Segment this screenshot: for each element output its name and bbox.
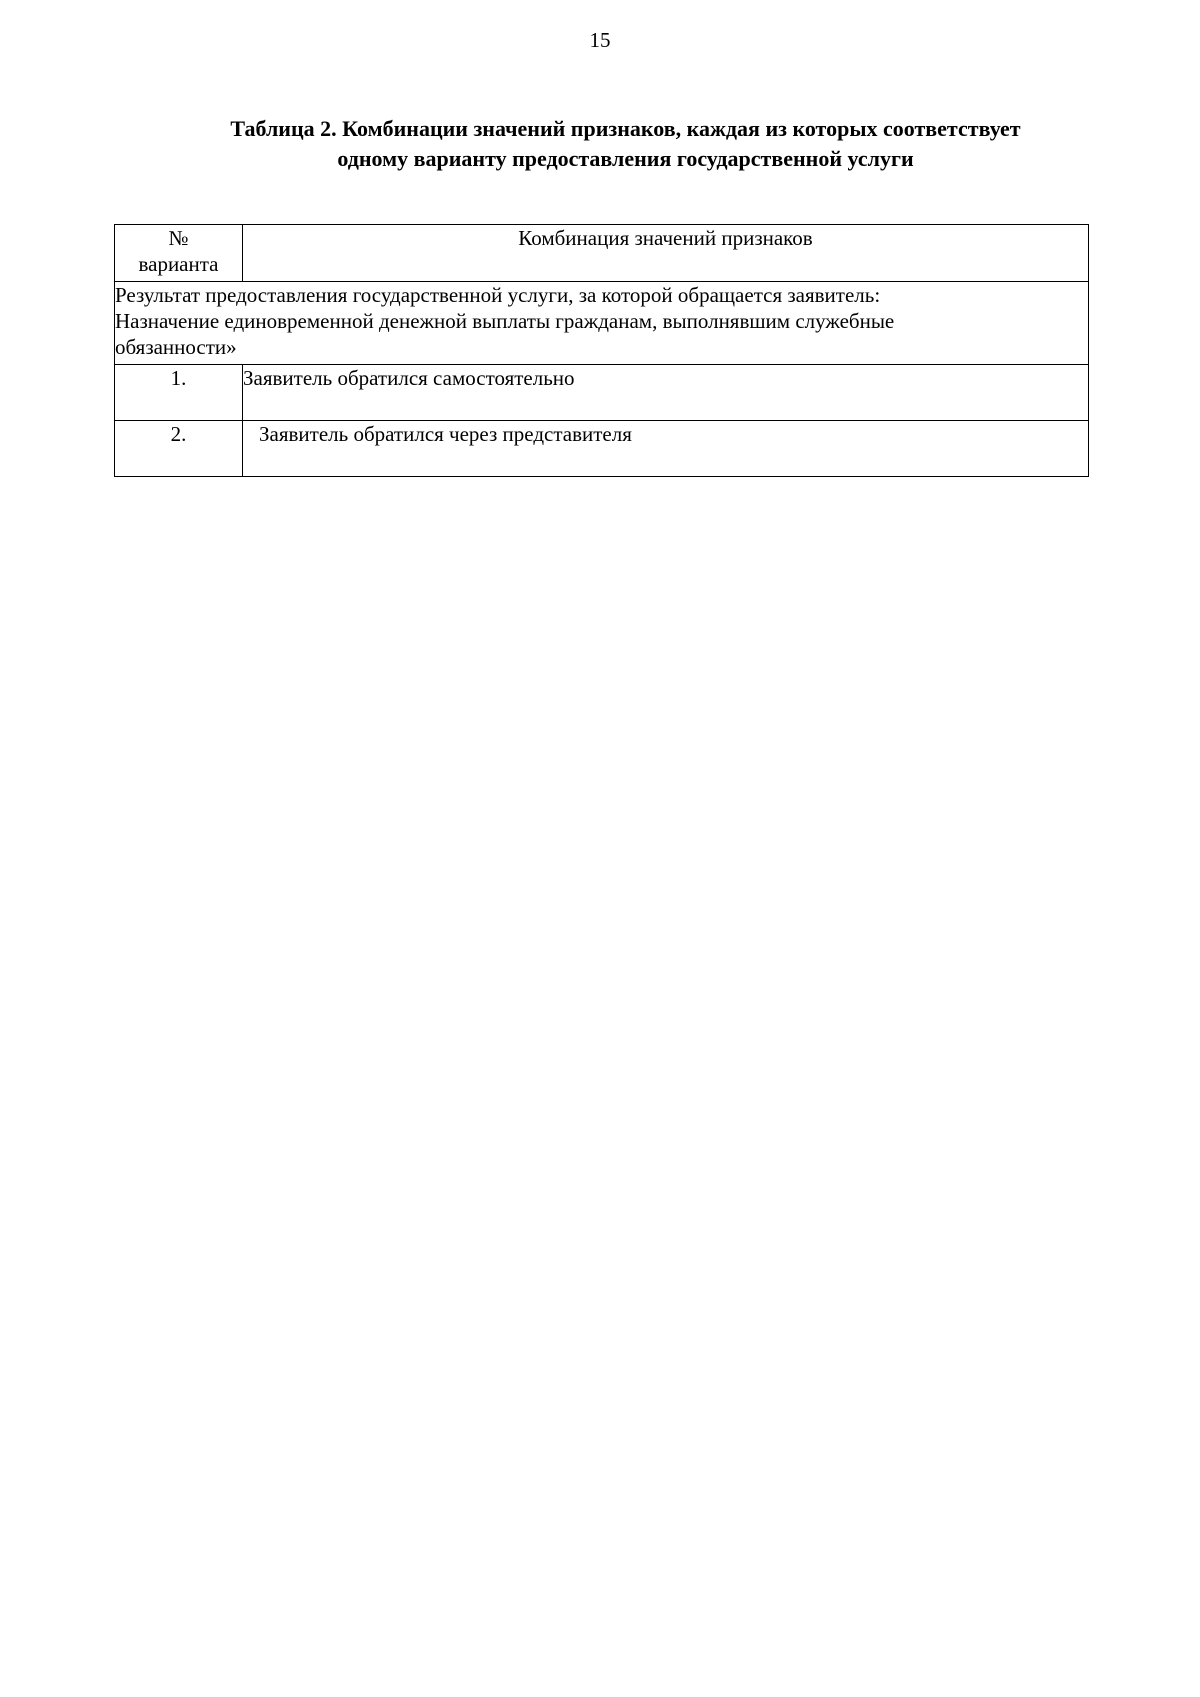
table-title <box>150 114 1101 174</box>
result-line-3: обязанности» <box>115 335 237 359</box>
header-combination: Комбинация значений признаков <box>243 225 1089 282</box>
variant-combination-cell: Заявитель обратился через представителя <box>243 421 1089 477</box>
result-cell <box>115 282 1089 365</box>
result-line-1: Результат предоставления государственной услуги, за которой обращается заявитель: <box>115 283 881 307</box>
variant-combination-cell: Заявитель обратился самостоятельно <box>243 365 1089 421</box>
table-title-line-1: Таблица 2. Комбинации значений признаков, каждая из которых соответствует <box>230 116 1021 141</box>
variant-number-cell: 2. <box>115 421 243 477</box>
table-row <box>115 421 1089 477</box>
table-title-line-2: одному варианту предоставления государственной услуги <box>337 146 914 171</box>
variant-number-cell: 1. <box>115 365 243 421</box>
header-variant-number <box>115 225 243 282</box>
result-line-2: Назначение единовременной денежной выплаты гражданам, выполнявшим служебные <box>115 309 895 333</box>
result-row <box>115 282 1089 365</box>
header-variant-number-line-2: варианта <box>138 252 219 276</box>
page-number: 15 <box>589 28 611 52</box>
table-row <box>115 365 1089 421</box>
variants-table <box>114 224 1089 477</box>
table-header-row <box>115 225 1089 282</box>
header-variant-number-line-1: № <box>168 226 189 250</box>
